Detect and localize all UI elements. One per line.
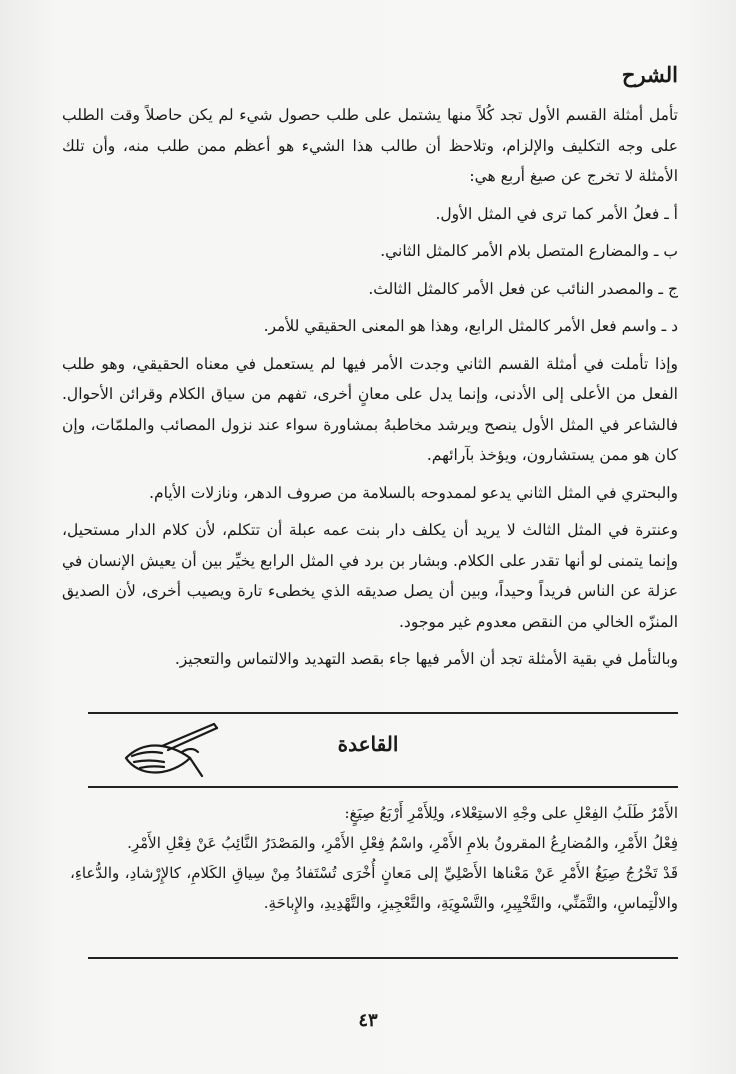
rule-box-title-divider <box>88 786 678 788</box>
explanation-body <box>62 100 678 675</box>
paragraph-intro: تأمل أمثلة القسم الأول تجد كُلاً منها يشتمل على طلب حصول شيء لم يكن حاصلاً وقت الطلب على وجه التكليف والإلزام، وتلاحظ أن طالب هذا الشيء هو أعظم ممن طلب منه، وأن تلك الأمثلة لا تخرج عن صيغ أربع هي: <box>62 106 678 185</box>
rule-box-content <box>70 798 678 918</box>
rule-line-2: فِعْلُ الأَمْرِ، والمُضارِعُ المقرونُ بلامِ الأَمْرِ، واسْمُ فِعْلِ الأَمْرِ، والمَصْدَرُ النَّائِبُ عَنْ فِعْلِ الأَمْرِ. <box>127 834 678 852</box>
paragraph-buhturi: والبحتري في المثل الثاني يدعو لممدوحه بالسلامة من صروف الدهر، ونازلات الأيام. <box>149 483 678 502</box>
paragraph-conclusion: وبالتأمل في بقية الأمثلة تجد أن الأمر فيها جاء بقصد التهديد والالتماس والتعجيز. <box>174 650 678 668</box>
page-number: ٤٣ <box>358 1010 378 1031</box>
rule-box-title: القاعدة <box>337 732 399 756</box>
list-item-b: ب ـ والمضارع المتصل بلام الأمر كالمثل الثاني. <box>380 242 678 260</box>
rule-box-top-border <box>88 712 678 714</box>
list-item-d: د ـ واسم فعل الأمر كالمثل الرابع، وهذا هو المعنى الحقيقي للأمر. <box>263 317 678 335</box>
section-heading: الشرح <box>621 62 678 87</box>
rule-line-1: الأَمْرُ طَلَبُ الفِعْلِ على وجْهِ الاستِعْلاء، ولِلأَمْرِ أَرْبَعُ صِيَغٍ: <box>344 804 678 822</box>
rule-box-bottom-border <box>88 957 678 959</box>
list-item-a: أ ـ فعلُ الأمر كما ترى في المثل الأول. <box>435 204 678 223</box>
rule-line-3: قَدْ تَخْرُجُ صِيَغُ الأَمْرِ عَنْ مَعْناها الأَصْلِيِّ إلى مَعانٍ أُخْرَى تُسْتَفادُ مِنْ سِياقِ الكَلامِ، كالإِرْشادِ، والدُّعاءِ، والالْتِماسِ، والتَّمَنِّي، والتَّخْيِيرِ، والتَّسْوِيَةِ، والتَّعْجِيزِ، والتَّهْدِيدِ، والإِباحَةِ. <box>70 864 678 912</box>
paragraph-second-section: وإذا تأملت في أمثلة القسم الثاني وجدت الأمر فيها لم يستعمل في معناه الحقيقي، وهو طلب الفعل من الأعلى إلى الأدنى، وإنما يدل على معانٍ أخرى، تفهم من سياق الكلام وقرائن الأحوال. فالشاعر في المثل الأول ينصح ويرشد مخاطبهُ بمشاورة سواء عند نزول المصائب والملمّات، وإن كان هو ممن يستشارون، ويؤخذ بآرائهم. <box>62 354 678 464</box>
list-item-c: ج ـ والمصدر النائب عن فعل الأمر كالمثل الثالث. <box>368 279 678 298</box>
paragraph-antara: وعنترة في المثل الثالث لا يريد أن يكلف دار بنت عمه عبلة أن تتكلم، لأن كلام الدار مستحيل، وإنما يتمنى لو أنها تقدر على الكلام. وبشار بن برد في المثل الرابع يخيِّر بين أن يعيش الإنسان في عزلة عن الناس فريداً وحيداً، وبين أن يصل صديقه الذي يخطىء تارة ويصيب أخرى، لأن الصديق المنزّه الخالي من النقص معدوم غير موجود. <box>62 521 678 631</box>
